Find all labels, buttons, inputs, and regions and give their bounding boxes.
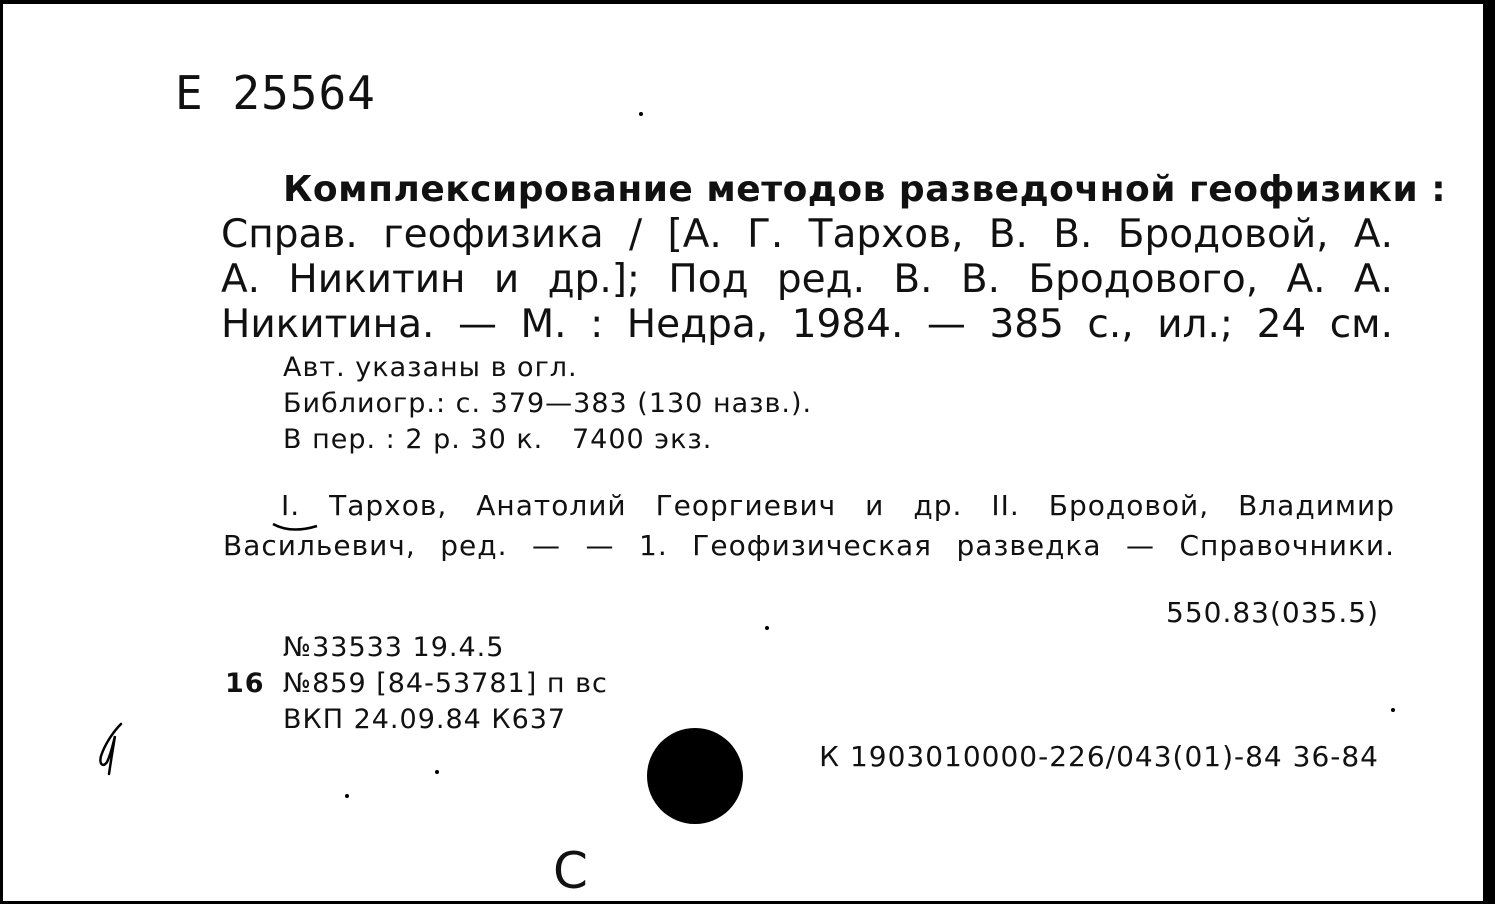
price-code: К 1903010000-226/043(01)-84 36-84: [819, 740, 1379, 773]
shelf-mark: Е 25564: [175, 66, 376, 120]
bottom-letter: С: [553, 842, 588, 900]
title-line-2: Справ. геофизика / [А. Г. Тархов, В. В. Бродовой, А.: [221, 212, 1393, 257]
notes-block: [283, 350, 812, 458]
note-price: В пер. : 2 р. 30 к. 7400 экз.: [283, 424, 713, 455]
handwritten-underline-mark: [271, 520, 321, 534]
accession-block: [225, 630, 608, 738]
speck: [1391, 708, 1395, 712]
accession-line-2: №859 [84-53781] п вс: [283, 668, 608, 699]
title-line-4: Никитина. — М. : Недра, 1984. — 385 с., ил.; 24 см.: [221, 302, 1393, 347]
title-line-1: Комплексирование методов разведочной геофизики :: [283, 169, 1447, 210]
note-bibliography: Библиогр.: с. 379—383 (130 назв.).: [283, 388, 813, 419]
bibliographic-description: [221, 166, 1447, 347]
handwritten-mark-icon: [91, 722, 131, 778]
accession-line-1: №33533 19.4.5: [283, 632, 505, 663]
speck: [435, 770, 439, 774]
title-line-3: А. Никитин и др.]; Под ред. В. В. Бродового, А. А.: [221, 257, 1393, 302]
punch-hole: [647, 728, 743, 824]
tracing-line-1: I. Тархов, Анатолий Георгиевич и др. II. Бродовой, Владимир: [281, 489, 1395, 522]
speck: [765, 626, 769, 630]
accession-line-3: ВКП 24.09.84 К637: [283, 704, 567, 735]
tracing-line-2: Васильевич, ред. — — 1. Геофизическая разведка — Справочники.: [223, 529, 1395, 562]
udc-index: 550.83(035.5): [1166, 596, 1379, 629]
speck: [639, 112, 643, 116]
tracing-block: [223, 486, 1395, 566]
speck: [345, 794, 349, 798]
accession-number: 16: [225, 668, 265, 699]
note-authors: Авт. указаны в огл.: [283, 352, 578, 383]
